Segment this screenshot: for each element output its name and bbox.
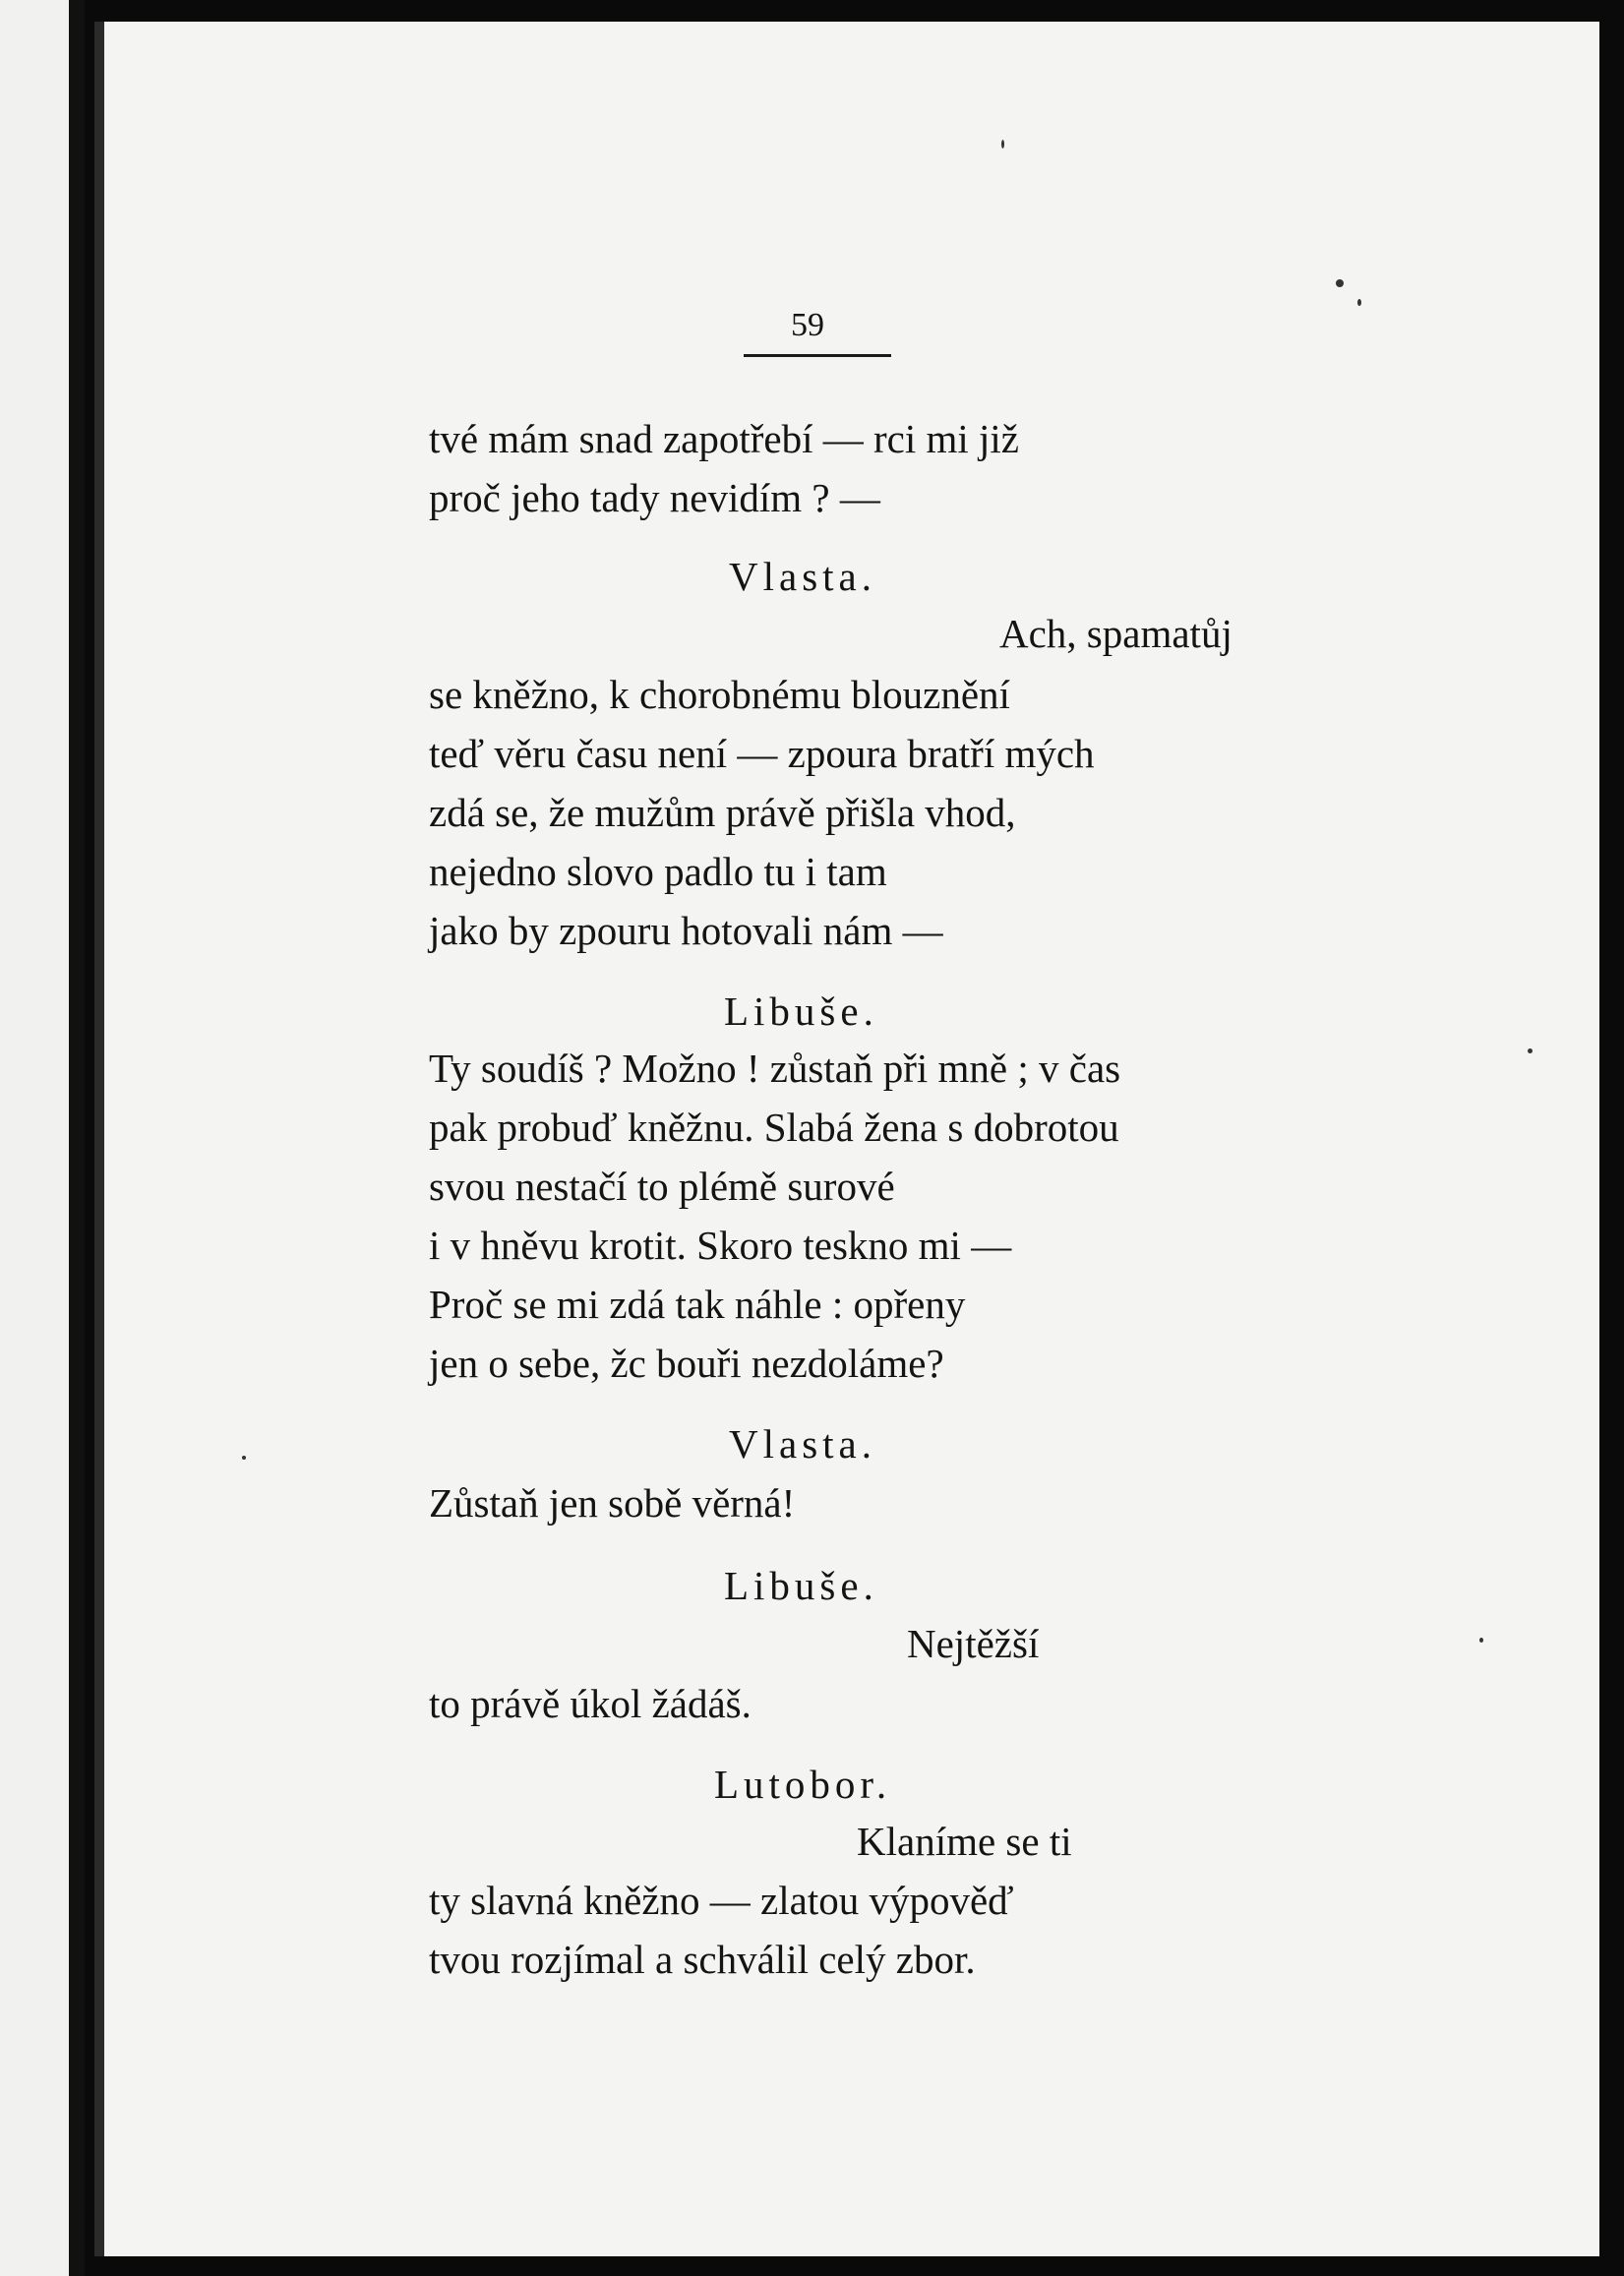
speaker-name: Vlasta. [729,1421,876,1467]
verse-line: i v hněvu krotit. Skoro teskno mi — [429,1223,1012,1268]
speaker-name: Libuše. [724,988,878,1034]
verse-line: teď věru času není — zpoura bratří mých [429,731,1095,776]
verse-line: nejedno slovo padlo tu i tam [429,849,887,894]
page-number-rule [744,354,891,357]
dust-speck [1336,279,1344,287]
verse-line: jen o sebe, žc bouři nezdoláme? [429,1341,944,1386]
dust-speck [1001,140,1004,149]
page-text [94,22,1599,2256]
verse-line: Ach, spamatůj [999,611,1233,656]
verse-line: pak probuď kněžnu. Slabá žena s dobrotou [429,1105,1119,1150]
dust-speck [1479,1638,1483,1643]
verse-line: Proč se mi zdá tak náhle : opřeny [429,1282,966,1327]
dust-speck [1528,1048,1533,1053]
speaker-name: Libuše. [724,1563,878,1608]
page-number: 59 [791,307,824,343]
verse-line: svou nestačí to plémě surové [429,1164,895,1209]
verse-line: se kněžno, k chorobnému blouznění [429,672,1010,717]
verse-line: ty slavná kněžno — zlatou výpověď [429,1878,1014,1923]
dust-speck [1357,299,1361,306]
speaker-name: Vlasta. [729,554,876,599]
verse-line: tvé mám snad zapotřebí — rci mi již [429,416,1020,461]
dust-speck [242,1456,246,1460]
book-page [94,22,1599,2256]
verse-line: Nejtěžší [907,1621,1040,1666]
verse-line: tvou rozjímal a schválil celý zbor. [429,1937,976,1982]
binding-shadow [69,0,85,2276]
verse-line: Ty soudíš ? Možno ! zůstaň při mně ; v čas [429,1046,1121,1091]
verse-line: proč jeho tady nevidím ? — [429,475,880,520]
verse-line: to právě úkol žádáš. [429,1681,752,1726]
verse-line: jako by zpouru hotovali nám — [429,908,943,953]
facing-page-strip [0,0,79,2276]
speaker-name: Lutobor. [714,1762,892,1807]
verse-line: Klaníme se ti [857,1819,1072,1864]
verse-line: Zůstaň jen sobě věrná! [429,1480,796,1526]
verse-line: zdá se, že mužům právě přišla vhod, [429,790,1016,835]
